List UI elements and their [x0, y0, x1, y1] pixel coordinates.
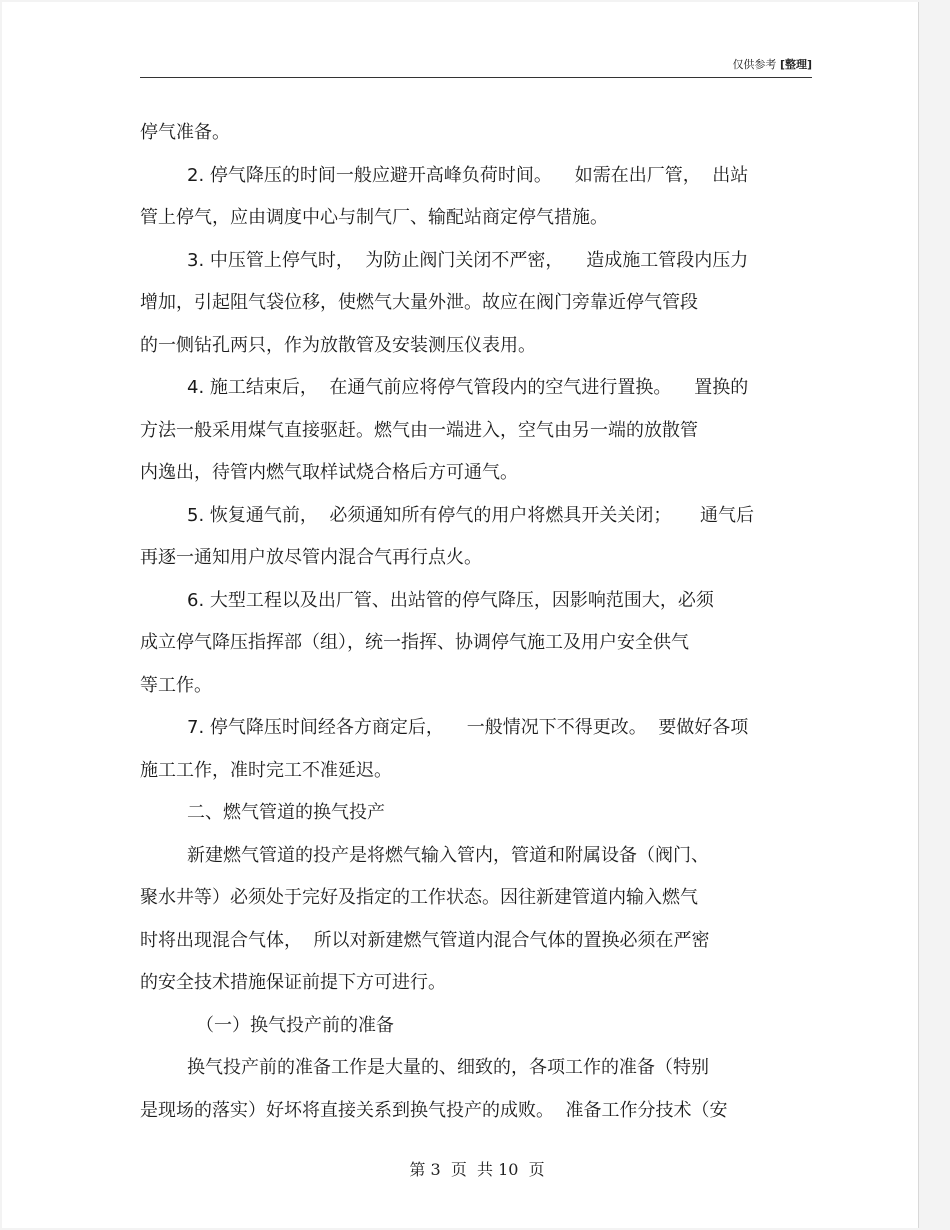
- text-line: 内逸出，待管内燃气取样试烧合格后方可通气。: [140, 462, 518, 483]
- section-heading: 二、燃气管道的换气投产: [187, 802, 385, 823]
- page-footer: 第 3 页 共 10 页: [409, 1160, 545, 1179]
- text-line: 的一侧钻孔两只，作为放散管及安装测压仪表用。: [140, 334, 536, 356]
- text-line: 成立停气降压指挥部（组），统一指挥、协调停气施工及用户安全供气: [140, 632, 689, 653]
- text-line: 4. 施工结束后， 在通气前应将停气管段内的空气进行置换。 置换的: [187, 377, 749, 398]
- text-line: 2. 停气降压的时间一般应避开高峰负荷时间。 如需在出厂管， 出站: [187, 164, 749, 186]
- text-line: 方法一般采用煤气直接驱赶。燃气由一端进入，空气由另一端的放散管: [140, 419, 698, 441]
- text-line: 换气投产前的准备工作是大量的、细致的，各项工作的准备（特别: [187, 1057, 709, 1078]
- text-line: 施工工作，准时完工不准延迟。: [140, 759, 392, 781]
- text-line: 7. 停气降压时间经各方商定后， 一般情况下不得更改。 要做好各项: [187, 717, 749, 738]
- text-line: 等工作。: [140, 674, 212, 696]
- document-page: [2, 2, 919, 1228]
- text-line: 再逐一通知用户放尽管内混合气再行点火。: [140, 547, 482, 568]
- text-line: 停气准备。: [140, 122, 230, 143]
- text-line: 新建燃气管道的投产是将燃气输入管内，管道和附属设备（阀门、: [187, 844, 709, 866]
- page-header: [140, 56, 812, 72]
- body-text: [140, 112, 820, 1132]
- header-text: 仅供参考: [732, 58, 777, 71]
- text-line: 的安全技术措施保证前提下方可进行。: [140, 972, 446, 993]
- text-line: 3. 中压管上停气时， 为防止阀门关闭不严密， 造成施工管段内压力: [187, 249, 749, 271]
- header-bracket: [整理]: [779, 58, 812, 71]
- header-rule: [140, 77, 812, 78]
- subsection-heading: （一）换气投产前的准备: [196, 1014, 394, 1036]
- text-line: 管上停气，应由调度中心与制气厂、输配站商定停气措施。: [140, 207, 608, 228]
- text-line: 增加，引起阻气袋位移，使燃气大量外泄。故应在阀门旁靠近停气管段: [140, 292, 698, 313]
- text-line: 聚水井等）必须处于完好及指定的工作状态。因往新建管道内输入燃气: [140, 887, 698, 908]
- text-line: 5. 恢复通气前， 必须通知所有停气的用户将燃具开关关闭； 通气后: [187, 504, 754, 526]
- text-line: 6. 大型工程以及出厂管、出站管的停气降压，因影响范围大，必须: [187, 589, 714, 611]
- text-line: 是现场的落实）好坏将直接关系到换气投产的成败。 准备工作分技术（安: [140, 1099, 728, 1121]
- text-line: 时将出现混合气体， 所以对新建燃气管道内混合气体的置换必须在严密: [140, 929, 710, 951]
